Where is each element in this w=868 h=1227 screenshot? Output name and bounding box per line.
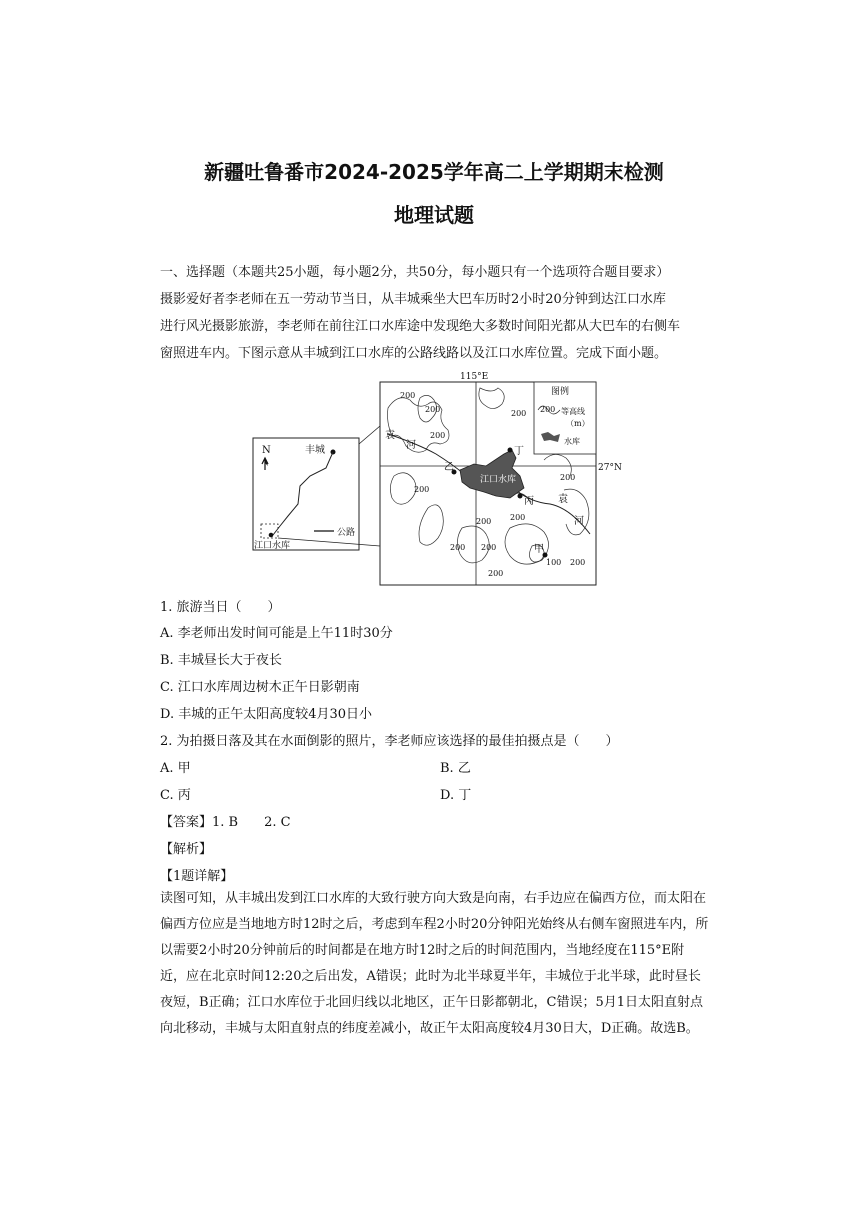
contour-value: 100 [546, 558, 562, 567]
river-label: 河 [406, 440, 416, 451]
latitude-label: 27°N [598, 463, 622, 473]
inset-map [253, 438, 359, 551]
point-bing-label: 丙 [524, 496, 534, 507]
point-yi-label: 乙 [444, 462, 454, 473]
jiangkou-point [269, 533, 274, 538]
longitude-label: 115°E [460, 372, 489, 382]
q2-option-c: C. 丙 [160, 788, 191, 803]
q1-option-b: B. 丰城昼长大于夜长 [160, 653, 282, 668]
reservoir-map-figure [248, 372, 622, 590]
q1-detail-label: 【1题详解】 [160, 869, 234, 884]
q1-stem: 1. 旅游当日（ ） [160, 600, 281, 615]
north-label: N [262, 445, 271, 456]
point-jia-label: 甲 [534, 544, 544, 555]
title-line-2: 地理试题 [394, 203, 474, 227]
q1-option-d: D. 丰城的正午太阳高度较4月30日小 [160, 707, 373, 722]
intro-line: 进行风光摄影旅游，李老师在前往江口水库途中发现绝大多数时间阳光都从大巴车的右侧车 [160, 319, 681, 334]
contour-value: 200 [400, 391, 416, 400]
river-label: 河 [574, 516, 584, 527]
q2-option-b: B. 乙 [440, 761, 471, 776]
q2-stem: 2. 为拍摄日落及其在水面倒影的照片，李老师应该选择的最佳拍摄点是（ ） [160, 734, 619, 749]
reservoir-label: 江口水库 [480, 475, 517, 485]
contour-value: 200 [511, 409, 527, 418]
contour-value: 200 [430, 431, 446, 440]
north-arrow-icon [262, 458, 268, 470]
contour-value: 200 [476, 517, 492, 526]
point-bing [518, 494, 523, 499]
contour-value: 200 [481, 543, 497, 552]
intro-line: 摄影爱好者李老师在五一劳动节当日，从丰城乘坐大巴车历时2小时20分钟到达江口水库 [160, 292, 666, 307]
legend-contour-unit: （m） [566, 419, 590, 428]
title-line-1: 新疆吐鲁番市2024-2025学年高二上学期期末检测 [204, 160, 664, 184]
intro-line: 一、选择题（本题共25小题，每小题2分，共50分，每小题只有一个选项符合题目要求） [160, 265, 670, 280]
contour-value: 200 [425, 405, 441, 414]
contour-value: 200 [414, 485, 430, 494]
legend-contour-label: 等高线 [561, 407, 585, 416]
point-ding-label: 丁 [514, 446, 524, 457]
contour-value: 200 [560, 473, 576, 482]
contour-value: 200 [510, 513, 526, 522]
legend [534, 382, 596, 454]
intro-line: 窗照进车内。下图示意从丰城到江口水库的公路线路以及江口水库位置。完成下面小题。 [160, 346, 668, 361]
contour-value: 200 [488, 569, 504, 578]
connector-line [278, 538, 380, 546]
q2-option-d: D. 丁 [440, 788, 472, 803]
reservoir-shape [460, 450, 524, 498]
q1-option-a: A. 李老师出发时间可能是上午11时30分 [160, 626, 393, 641]
answer-line: 【答案】1. B 2. C [160, 815, 291, 830]
contour-value: 200 [570, 558, 586, 567]
road-legend-label: 公路 [337, 528, 356, 538]
legend-contour-value: 200 [540, 405, 556, 414]
legend-reservoir-label: 水库 [564, 437, 580, 446]
fengcheng-label: 丰城 [305, 445, 325, 456]
jiangkou-small-label: 江口水库 [254, 541, 291, 551]
main-map [380, 372, 622, 585]
q1-option-c: C. 江口水库周边树木正午日影朝南 [160, 680, 360, 695]
legend-title: 图例 [551, 387, 570, 397]
analysis-label: 【解析】 [160, 842, 213, 857]
q2-option-a: A. 甲 [160, 761, 191, 776]
river-label: 袁 [385, 430, 395, 441]
road-line [273, 452, 333, 535]
river-label: 袁 [558, 494, 568, 505]
point-ding [508, 448, 513, 453]
explanation-paragraph: 读图可知，从丰城出发到江口水库的大致行驶方向大致是向南，右手边应在偏西方位，而太阳在偏西方位应是当地地方时12时之后，考虑到车程2小时20分钟阳光始终从右侧车窗照进车内，所以需要2小时20分钟前后的时间都是在地方时12时之后的时间范围内，当地经度在115°E附近，应在北京时间12:20之后出发，A错误；此时为北半球夏半年，丰城位于北半球，此时昼长夜短，B正确；江口水库位于北回归线以北地区，正午日影都朝北，C错误；5月1日太阳直射点向北移动，丰城与太阳直射点的纬度差减小，故正午太阳高度较4月30日大，D正确。故选B。 [160, 891, 709, 1036]
contour-value: 200 [450, 543, 466, 552]
connector-line [359, 426, 380, 444]
